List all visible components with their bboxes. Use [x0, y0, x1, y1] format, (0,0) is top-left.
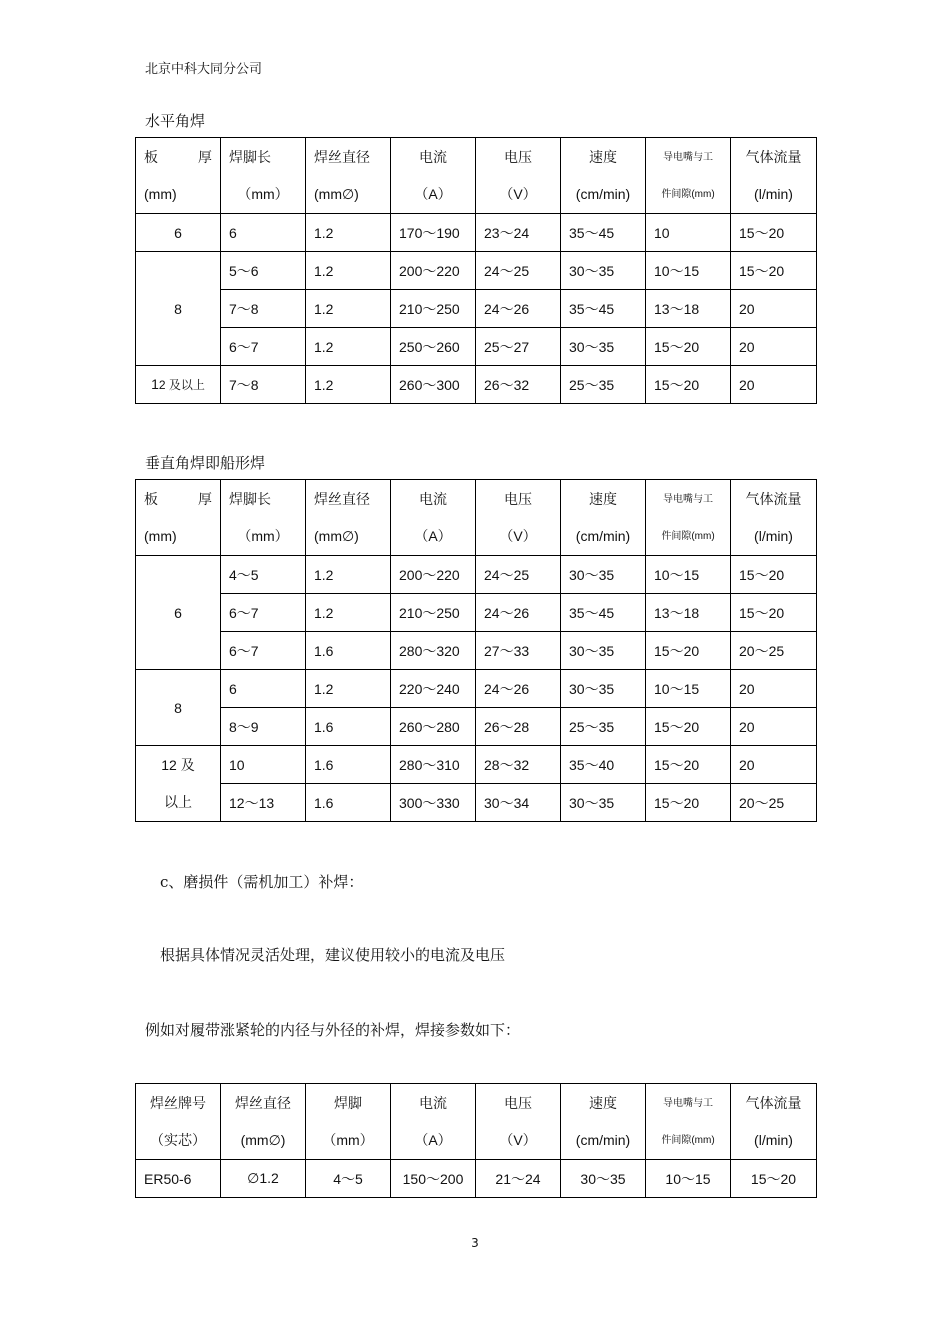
- table-cell: 30～35: [561, 1160, 646, 1198]
- table-cell: 8～9: [221, 708, 306, 746]
- table-cell: 12～13: [221, 784, 306, 822]
- table-row: [136, 328, 817, 366]
- table-cell: 280～320: [391, 632, 476, 670]
- table-cell: 24～25: [476, 252, 561, 290]
- table-cell: 7～8: [221, 366, 306, 404]
- table-cell: 15～20: [646, 708, 731, 746]
- table-cell: 30～35: [561, 784, 646, 822]
- header-speed: 速度 (cm/min): [561, 138, 646, 214]
- table-cell: 20: [731, 746, 817, 784]
- table-cell: 1.2: [306, 594, 391, 632]
- page-number: 3: [471, 1236, 479, 1250]
- vertical-fillet-table: [135, 479, 817, 822]
- table-cell: 28～32: [476, 746, 561, 784]
- header-current: 电流 （A）: [391, 480, 476, 556]
- table-row: [136, 252, 817, 290]
- table-cell: 4～5: [306, 1160, 391, 1198]
- thickness-cell: 12 及 以上: [136, 746, 221, 822]
- item-c-heading: c、磨损件（需机加工）补焊：: [160, 873, 364, 891]
- table-cell: 15～20: [731, 556, 817, 594]
- table-cell: 25～27: [476, 328, 561, 366]
- table-cell: 15～20: [646, 784, 731, 822]
- table-cell: 260～300: [391, 366, 476, 404]
- header-leg-length: 焊脚长 （mm）: [221, 480, 306, 556]
- table-row: [136, 366, 817, 404]
- table-cell: 20: [731, 328, 817, 366]
- table-row: [136, 784, 817, 822]
- section-title-horizontal-fillet: 水平角焊: [145, 112, 206, 130]
- table-cell: 15～20: [646, 632, 731, 670]
- header-leg-length: 焊脚长 （mm）: [221, 138, 306, 214]
- table-cell: 170～190: [391, 214, 476, 252]
- table-cell: 200～220: [391, 252, 476, 290]
- table-cell: 10～15: [646, 252, 731, 290]
- table-cell: 15～20: [731, 594, 817, 632]
- header-thickness: 板 厚 (mm): [136, 138, 221, 214]
- table-row: [136, 1160, 817, 1198]
- table-cell: ER50-6: [136, 1160, 221, 1198]
- table-cell: 1.2: [306, 670, 391, 708]
- table-cell: 1.2: [306, 290, 391, 328]
- table-row: [136, 746, 817, 784]
- table-cell: 20～25: [731, 784, 817, 822]
- table-header-row: [136, 1084, 817, 1160]
- table-cell: 15～20: [646, 328, 731, 366]
- table-cell: 10: [221, 746, 306, 784]
- table-cell: 1.6: [306, 632, 391, 670]
- table-cell: 6: [221, 214, 306, 252]
- table-row: [136, 290, 817, 328]
- table-cell: ∅1.2: [221, 1160, 306, 1198]
- header-tip-gap: 导电嘴与工 件间隙(mm): [646, 480, 731, 556]
- header-speed: 速度 (cm/min): [561, 480, 646, 556]
- header-voltage: 电压 （V）: [476, 480, 561, 556]
- table-cell: 150～200: [391, 1160, 476, 1198]
- header-current: 电流 （A）: [391, 138, 476, 214]
- table-cell: 26～32: [476, 366, 561, 404]
- table-header-row: [136, 138, 817, 214]
- table-cell: 20: [731, 290, 817, 328]
- table-cell: 10～15: [646, 1160, 731, 1198]
- table-cell: 25～35: [561, 366, 646, 404]
- header-voltage: 电压 （V）: [476, 1084, 561, 1160]
- table-cell: 15～20: [731, 1160, 817, 1198]
- table-cell: 1.2: [306, 366, 391, 404]
- header-gas-flow: 气体流量 (l/min): [731, 480, 817, 556]
- section-title-vertical-fillet: 垂直角焊即船形焊: [145, 454, 266, 472]
- table-cell: 27～33: [476, 632, 561, 670]
- table-cell: 15～20: [646, 366, 731, 404]
- table-cell: 20: [731, 670, 817, 708]
- table-cell: 250～260: [391, 328, 476, 366]
- table-cell: 10～15: [646, 556, 731, 594]
- header-thickness: 板 厚 (mm): [136, 480, 221, 556]
- table-cell: 35～45: [561, 214, 646, 252]
- thickness-cell: 8: [136, 670, 221, 746]
- table-row: [136, 670, 817, 708]
- table-cell: 30～35: [561, 556, 646, 594]
- table-cell: 24～26: [476, 290, 561, 328]
- table-cell: 35～45: [561, 290, 646, 328]
- table-row: [136, 214, 817, 252]
- table-header-row: [136, 480, 817, 556]
- example-paragraph: 例如对履带涨紧轮的内径与外径的补焊，焊接参数如下：: [145, 1021, 521, 1039]
- table-cell: 1.2: [306, 214, 391, 252]
- header-wire-diameter: 焊丝直径 (mm∅): [306, 480, 391, 556]
- table-cell: 26～28: [476, 708, 561, 746]
- table-cell: 7～8: [221, 290, 306, 328]
- table-cell: 35～45: [561, 594, 646, 632]
- table-row: [136, 708, 817, 746]
- table-cell: 30～35: [561, 252, 646, 290]
- header-tip-gap: 导电嘴与工 件间隙(mm): [646, 138, 731, 214]
- header-wire-brand: 焊丝牌号 （实芯）: [136, 1084, 221, 1160]
- thickness-cell: 8: [136, 252, 221, 366]
- table-row: [136, 632, 817, 670]
- table-cell: 30～34: [476, 784, 561, 822]
- table-cell: 6～7: [221, 594, 306, 632]
- table-cell: 1.6: [306, 784, 391, 822]
- table-cell: 4～5: [221, 556, 306, 594]
- header-leg: 焊脚 （mm）: [306, 1084, 391, 1160]
- header-wire-diameter: 焊丝直径 (mm∅): [221, 1084, 306, 1160]
- table-row: [136, 594, 817, 632]
- table-cell: 10: [646, 214, 731, 252]
- header-wire-diameter: 焊丝直径 (mm∅): [306, 138, 391, 214]
- table-cell: 24～26: [476, 594, 561, 632]
- table-cell: 30～35: [561, 632, 646, 670]
- header-gas-flow: 气体流量 (l/min): [731, 138, 817, 214]
- table-cell: 21～24: [476, 1160, 561, 1198]
- table-cell: 260～280: [391, 708, 476, 746]
- table-row: [136, 556, 817, 594]
- table-cell: 20～25: [731, 632, 817, 670]
- table-cell: 30～35: [561, 328, 646, 366]
- header-gas-flow: 气体流量 (l/min): [731, 1084, 817, 1160]
- table-cell: 30～35: [561, 670, 646, 708]
- table-cell: 15～20: [731, 252, 817, 290]
- table-cell: 210～250: [391, 290, 476, 328]
- table-cell: 300～330: [391, 784, 476, 822]
- table-cell: 20: [731, 708, 817, 746]
- table-cell: 6～7: [221, 632, 306, 670]
- table-cell: 5～6: [221, 252, 306, 290]
- advice-paragraph: 根据具体情况灵活处理，建议使用较小的电流及电压: [160, 946, 506, 964]
- table-cell: 15～20: [731, 214, 817, 252]
- page-header: 北京中科大同分公司: [145, 62, 263, 77]
- table-cell: 6～7: [221, 328, 306, 366]
- table-cell: 23～24: [476, 214, 561, 252]
- table-cell: 25～35: [561, 708, 646, 746]
- table-cell: 24～25: [476, 556, 561, 594]
- repair-welding-table: [135, 1083, 817, 1198]
- header-current: 电流 （A）: [391, 1084, 476, 1160]
- table-cell: 24～26: [476, 670, 561, 708]
- table-cell: 6: [221, 670, 306, 708]
- table-cell: 13～18: [646, 594, 731, 632]
- table-cell: 220～240: [391, 670, 476, 708]
- table-cell: 35～40: [561, 746, 646, 784]
- thickness-cell: 6: [136, 214, 221, 252]
- table-cell: 1.2: [306, 252, 391, 290]
- table-cell: 1.2: [306, 328, 391, 366]
- thickness-cell: 12 及以上: [136, 366, 221, 404]
- table-cell: 200～220: [391, 556, 476, 594]
- table-cell: 1.6: [306, 708, 391, 746]
- table-cell: 20: [731, 366, 817, 404]
- header-tip-gap: 导电嘴与工 件间隙(mm): [646, 1084, 731, 1160]
- table-cell: 15～20: [646, 746, 731, 784]
- header-speed: 速度 (cm/min): [561, 1084, 646, 1160]
- table-cell: 10～15: [646, 670, 731, 708]
- table-cell: 280～310: [391, 746, 476, 784]
- thickness-cell: 6: [136, 556, 221, 670]
- table-cell: 1.6: [306, 746, 391, 784]
- horizontal-fillet-table: [135, 137, 817, 404]
- table-cell: 13～18: [646, 290, 731, 328]
- header-voltage: 电压 （V）: [476, 138, 561, 214]
- table-cell: 210～250: [391, 594, 476, 632]
- table-cell: 1.2: [306, 556, 391, 594]
